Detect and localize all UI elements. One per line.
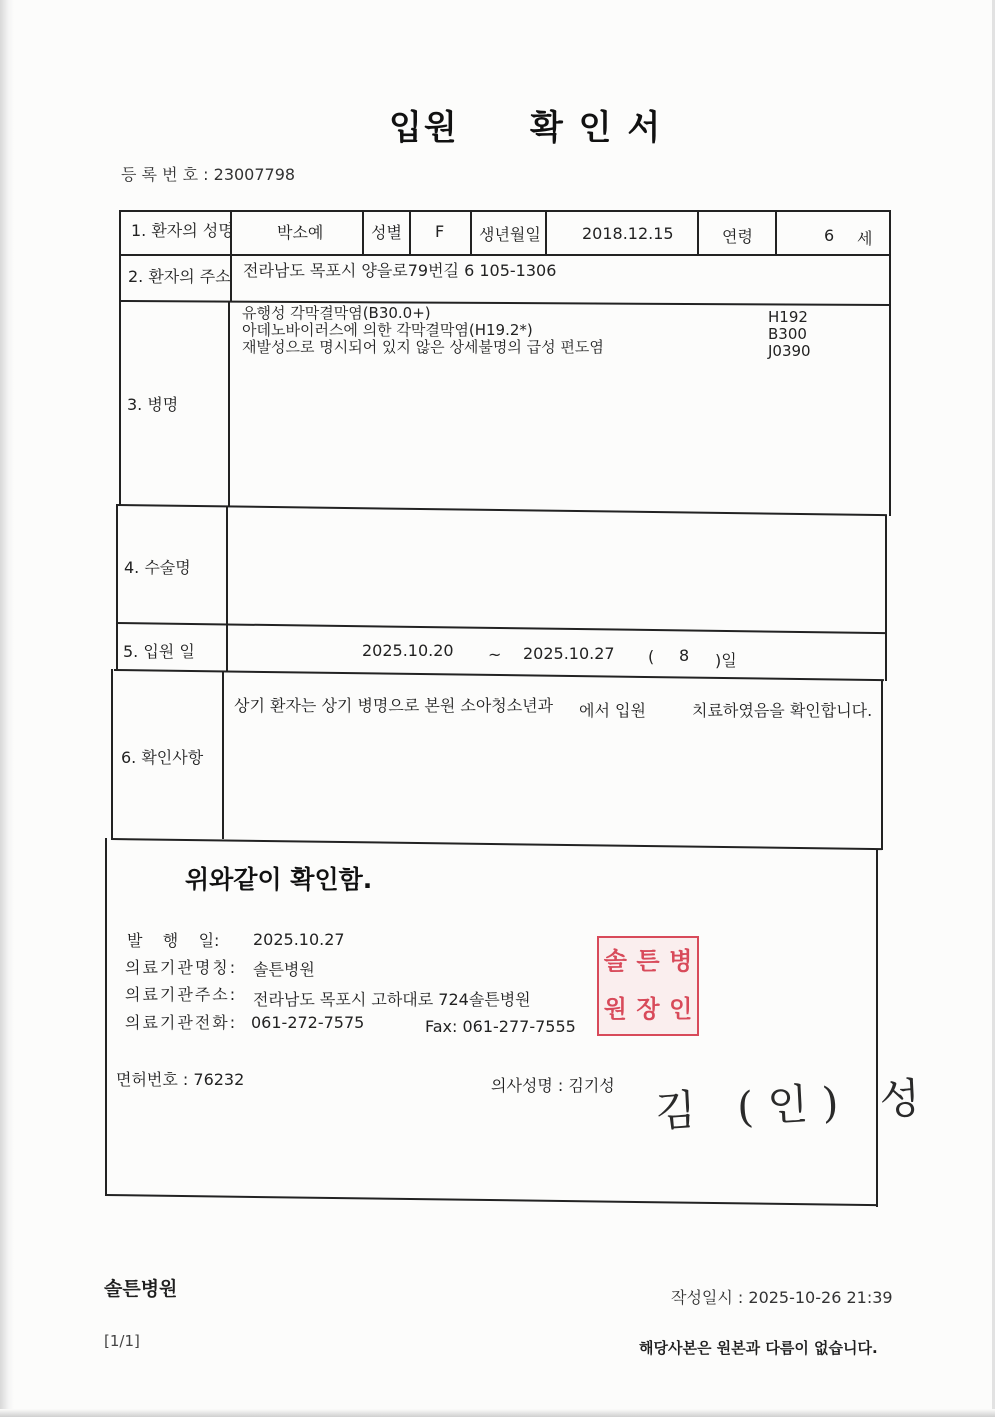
diagnosis-code-3: J0390: [768, 342, 811, 360]
registration-number: 등 록 번 호 : 23007798: [121, 165, 296, 184]
col-sep-birth-val: [697, 210, 699, 254]
table-border-bottom: [105, 1194, 877, 1206]
admission-tilde: ~: [488, 645, 502, 664]
row-sep-4: [116, 622, 886, 634]
col-sep-label-4: [222, 671, 224, 839]
stamp-char: 원: [603, 995, 627, 1023]
admission-days-suffix: )일: [715, 651, 737, 670]
confirmation-label: 6. 확인사항: [121, 748, 204, 767]
age-label: 연령: [722, 227, 753, 246]
col-sep-label-2: [228, 301, 230, 506]
row-sep-3: [117, 504, 887, 516]
footer-page-number: [1/1]: [104, 1332, 140, 1350]
address-value: 전라남도 목포시 양을로79번길 6 105-1306: [243, 261, 557, 280]
institution-phone-label: 의료기관전화:: [125, 1013, 238, 1032]
issue-date: 2025.10.27: [253, 930, 345, 949]
admission-start: 2025.10.20: [362, 641, 454, 660]
footer-hospital-name: 솔튼병원: [104, 1278, 178, 1300]
table-border-left-bottom: [105, 838, 107, 1196]
col-sep-label-3: [226, 506, 228, 672]
patient-name-label: 1. 환자의 성명: [131, 221, 234, 240]
license-number: 면허번호 : 76232: [116, 1070, 245, 1089]
row-sep-1: [120, 254, 890, 256]
footer-copy-note: 해당사본은 원본과 다름이 없습니다.: [639, 1339, 878, 1357]
institution-address: 전라남도 목포시 고하대로 724솔튼병원: [253, 990, 531, 1009]
doctor-signature: 김 (인) 성: [654, 1072, 936, 1137]
address-label: 2. 환자의 주소: [128, 267, 231, 286]
gender-label: 성별: [371, 223, 402, 242]
col-sep-gender: [409, 210, 411, 254]
col-sep-gender-val: [470, 210, 472, 254]
patient-name: 박소예: [277, 223, 324, 242]
institution-phone: 061-272-7575: [251, 1013, 365, 1032]
scan-bottom-edge: [0, 1409, 995, 1417]
diagnosis-line-1: 유행성 각막결막염(B30.0+): [242, 304, 431, 322]
stamp-char: 튼: [636, 947, 660, 975]
institution-fax: Fax: 061-277-7555: [425, 1017, 576, 1036]
col-sep-name: [362, 210, 364, 254]
confirmation-text-1: 상기 환자는 상기 병명으로 본원 소아청소년과: [234, 696, 554, 715]
doctor-name: 의사성명 : 김기성: [491, 1076, 615, 1095]
diagnosis-label: 3. 병명: [127, 395, 179, 414]
surgery-label: 4. 수술명: [124, 558, 191, 577]
hospital-seal-stamp: [597, 936, 699, 1036]
col-sep-age: [775, 210, 777, 254]
table-border-right-lower: [881, 680, 883, 850]
age-value: 6: [824, 226, 835, 245]
age-unit: 세: [857, 229, 873, 248]
table-border-right-mid: [885, 515, 887, 681]
table-border-left-mid: [116, 504, 118, 670]
stamp-char: 인: [669, 995, 693, 1023]
admission-days: 8: [679, 646, 690, 665]
stamp-char: 솔: [603, 947, 627, 975]
birth-value: 2018.12.15: [582, 224, 674, 243]
diagnosis-code-2: B300: [768, 325, 807, 343]
admission-end: 2025.10.27: [523, 644, 615, 663]
col-sep-birth: [545, 210, 547, 254]
institution-address-label: 의료기관주소:: [125, 985, 238, 1004]
diagnosis-line-3: 재발성으로 명시되어 있지 않은 상세불명의 급성 편도염: [242, 338, 604, 356]
footer-created-at: 작성일시 : 2025-10-26 21:39: [671, 1288, 893, 1307]
stamp-char: 병: [669, 947, 693, 975]
table-border-right-bottom: [876, 849, 878, 1207]
document-title-part2: 확 인 서: [530, 108, 663, 148]
document-title-part1: 입원: [389, 108, 459, 148]
scan-left-shadow: [0, 0, 14, 1417]
diagnosis-code-1: H192: [768, 308, 808, 326]
row-sep-2: [120, 300, 890, 306]
institution-name: 솔튼병원: [253, 960, 315, 979]
stamp-char: 장: [636, 995, 660, 1023]
row-sep-5: [114, 669, 884, 681]
birth-label: 생년월일: [479, 225, 541, 244]
admission-paren-open: (: [648, 647, 655, 666]
confirmation-text-2: 에서 입원: [579, 701, 646, 720]
diagnosis-line-2: 아데노바이러스에 의한 각막결막염(H19.2*): [242, 321, 533, 339]
gender-value: F: [435, 222, 445, 241]
confirmation-statement: 위와같이 확인함.: [185, 865, 373, 894]
institution-name-label: 의료기관명칭:: [125, 958, 238, 977]
confirmation-text-3: 치료하였음을 확인합니다.: [692, 701, 873, 720]
row-sep-6: [111, 838, 882, 850]
issue-date-label: 발 행 일:: [127, 931, 220, 950]
table-border-right-upper: [889, 210, 891, 516]
admission-label: 5. 입원 일: [123, 642, 195, 661]
table-border-left-lower: [111, 669, 113, 839]
